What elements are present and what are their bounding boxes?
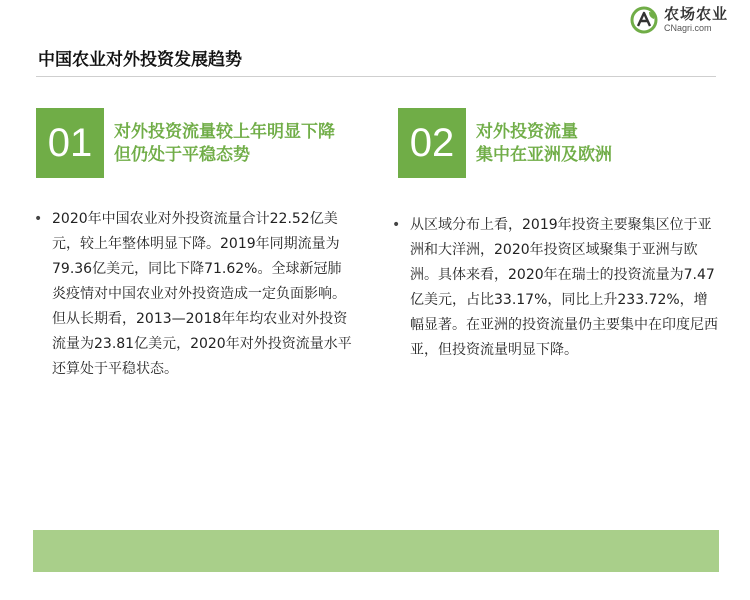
section-1-bullet xyxy=(34,207,352,382)
section-2-heading xyxy=(476,121,706,167)
bullet-dot-icon: • xyxy=(392,217,401,233)
section-2-heading-line1: 对外投资流量 xyxy=(476,122,578,142)
section-1-heading-line1: 对外投资流量较上年明显下降 xyxy=(114,122,335,142)
brand-logo xyxy=(630,6,728,34)
section-2-bullet-text: 从区域分布上看，2019年投资主要聚集区位于亚洲和大洋洲，2020年投资区域聚集于亚洲与欧洲。具体来看，2020年在瑞士的投资流量为7.47亿美元，占比33.17%，同比上升233.72%，增幅显著。在亚洲的投资流量仍主要集中在印度尼西亚，但投资流量明显下降。 xyxy=(410,217,718,358)
section-2-heading-line2: 集中在亚洲及欧洲 xyxy=(476,145,612,165)
section-1-heading-line2: 但仍处于平稳态势 xyxy=(114,145,250,165)
logo-chinese: 农场农业 xyxy=(663,5,728,23)
bottom-band xyxy=(33,530,719,572)
section-1-bullet-text: 2020年中国农业对外投资流量合计22.52亿美元，较上年整体明显下降。2019年同期流量为79.36亿美元，同比下降71.62%。全球新冠肺炎疫情对中国农业对外投资造成一定负面影响。但从长期看，2013—2018年年均农业对外投资流量为23.81亿美元，2020年对外投资流量水平还算处于平稳状态。 xyxy=(52,211,352,377)
logo-text xyxy=(664,7,728,33)
logo-domain: CNagri.com xyxy=(663,23,712,33)
title-divider xyxy=(36,76,716,77)
section-2-number: 02 xyxy=(398,108,466,178)
leaf-logo-icon xyxy=(630,6,658,34)
bullet-dot-icon: • xyxy=(34,211,43,227)
page-title: 中国农业对外投资发展趋势 xyxy=(38,50,242,70)
section-1-heading xyxy=(114,121,384,167)
section-1-number: 01 xyxy=(36,108,104,178)
section-2-bullet xyxy=(392,213,720,363)
